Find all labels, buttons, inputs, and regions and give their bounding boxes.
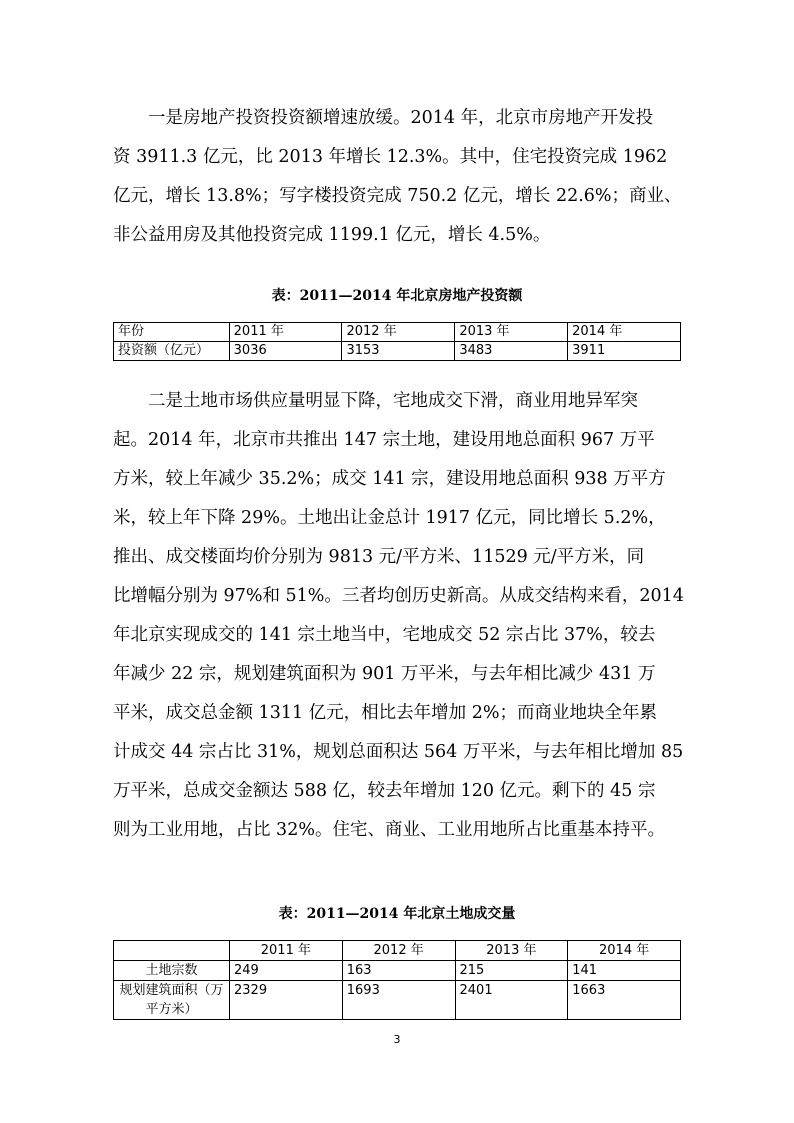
table-row (114, 342, 681, 361)
table-header-cell (114, 941, 230, 961)
table-header-cell: 2014 年 (568, 323, 681, 342)
paragraph-line: 平米，成交总金额 1311 亿元，相比去年增加 2%；而商业地块全年累 (113, 703, 657, 723)
table-cell: 3911 (568, 342, 681, 361)
paragraph-line: 方米，较上年减少 35.2%；成交 141 宗，建设用地总面积 938 万平方 (113, 469, 666, 489)
table-row (114, 323, 681, 342)
table-header-cell: 2011 年 (230, 941, 343, 961)
table-cell: 3036 (229, 342, 342, 361)
paragraph-line: 计成交 44 宗占比 31%，规划总面积达 564 万平米，与去年相比增加 85 (113, 742, 684, 762)
table1-caption: 表：2011—2014 年北京房地产投资额 (271, 288, 523, 304)
table-cell: 1693 (342, 981, 455, 1020)
paragraph-line: 亿元，增长 13.8%；写字楼投资完成 750.2 亿元，增长 22.6%；商业、 (113, 186, 682, 206)
table-cell: 规划建筑面积（万平方米） (114, 981, 230, 1020)
table-cell: 215 (455, 961, 568, 981)
table-cell: 141 (568, 961, 681, 981)
table-header-cell: 2013 年 (455, 323, 568, 342)
paragraph-line: 年减少 22 宗，规划建筑面积为 901 万平米，与去年相比减少 431 万 (113, 664, 656, 684)
investment-table (113, 322, 681, 361)
table-header-cell: 2012 年 (342, 323, 455, 342)
table2-caption: 表：2011—2014 年北京土地成交量 (278, 906, 516, 922)
paragraph-line: 比增幅分别为 97%和 51%。三者均创历史新高。从成交结构来看，2014 (113, 586, 684, 606)
table-cell: 3483 (455, 342, 568, 361)
table-cell: 投资额（亿元） (114, 342, 230, 361)
paragraph-line: 二是土地市场供应量明显下降，宅地成交下滑，商业用地异军突 (148, 391, 638, 411)
table-header-cell: 2014 年 (568, 941, 681, 961)
paragraph-line: 资 3911.3 亿元，比 2013 年增长 12.3%。其中，住宅投资完成 1962 (113, 147, 668, 167)
table-cell: 2329 (230, 981, 343, 1020)
table-header-cell: 2013 年 (455, 941, 568, 961)
table-row (114, 981, 681, 1020)
land-transaction-table (113, 940, 681, 1020)
table-row (114, 941, 681, 961)
paragraph-line: 米，较上年下降 29%。土地出让金总计 1917 亿元，同比增长 5.2%， (113, 508, 666, 528)
table-row (114, 961, 681, 981)
paragraph-line: 年北京实现成交的 141 宗土地当中，宅地成交 52 宗占比 37%，较去 (113, 625, 656, 645)
table-cell: 163 (342, 961, 455, 981)
table-header-cell: 2011 年 (229, 323, 342, 342)
table-header-cell: 年份 (114, 323, 230, 342)
paragraph-line: 非公益用房及其他投资完成 1199.1 亿元，增长 4.5%。 (113, 225, 551, 245)
page-number: 3 (393, 1033, 401, 1046)
table-cell: 1663 (568, 981, 681, 1020)
paragraph-line: 则为工业用地，占比 32%。住宅、商业、工业用地所占比重基本持平。 (113, 820, 665, 840)
paragraph-land-market (113, 382, 687, 850)
paragraph-line: 起。2014 年，北京市共推出 147 宗土地，建设用地总面积 967 万平 (113, 430, 655, 450)
paragraph-line: 一是房地产投资投资额增速放缓。2014 年，北京市房地产开发投 (148, 108, 654, 128)
table-cell: 土地宗数 (114, 961, 230, 981)
table-cell: 2401 (455, 981, 568, 1020)
table-cell: 249 (230, 961, 343, 981)
paragraph-line: 万平米，总成交金额达 588 亿，较去年增加 120 亿元。剩下的 45 宗 (113, 781, 656, 801)
table-header-cell: 2012 年 (342, 941, 455, 961)
table-cell: 3153 (342, 342, 455, 361)
paragraph-investment (113, 99, 687, 255)
paragraph-line: 推出、成交楼面均价分别为 9813 元/平方米、11529 元/平方米，同 (113, 547, 645, 567)
